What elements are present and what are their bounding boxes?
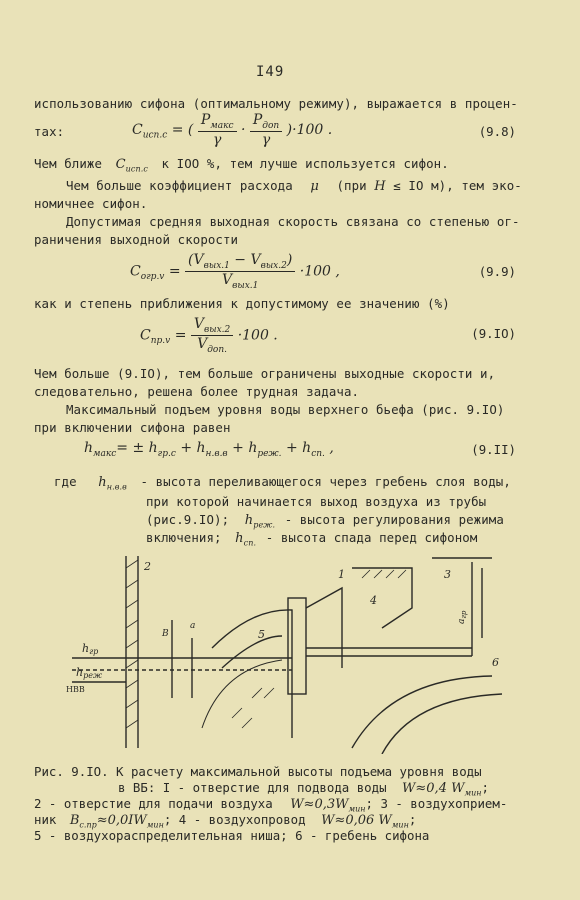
text-line: (рис.9.IO); $h_{реж.}$ - высота регулирования режима (146, 512, 504, 530)
equation-9-8: $C_{исп.с}$ = ( $\frac{P_{макс}}{\gamma}$ · $\frac{P_{доп}}{\gamma}$ )·100 . (132, 112, 333, 148)
text-line: при включении сифона равен (34, 420, 231, 435)
fig-label-6: 6 (492, 656, 499, 669)
figure-caption-line: в ВБ: I - отверстие для подвода воды W≈0,4 $W_{мин}$; (118, 780, 489, 798)
fig-label-4: 4 (370, 594, 377, 607)
text-line: номичнее сифон. (34, 196, 148, 211)
text-line: раничения выходной скорости (34, 232, 239, 247)
page-number: I49 (256, 64, 285, 80)
text-line: тах: (34, 124, 65, 139)
fig-label-hrezh: hреж (76, 666, 103, 680)
text-line: включения; $h_{сп.}$ - высота спада перед сифоном (146, 530, 478, 548)
figure-caption-line: 5 - воздухораспределительная ниша; 6 - гребень сифона (34, 828, 430, 843)
text-line: как и степень приближения к допустимому ее значению (%) (34, 296, 450, 311)
text-line: где $h_{н.в.в}$ - высота переливающегося через гребень слоя воды, (54, 474, 511, 492)
figure-siphon-diagram (52, 548, 512, 754)
equation-number: (9.IO) (471, 326, 516, 341)
text-line: Максимальный подъем уровня воды верхнего бьефа (рис. 9.IO) (66, 402, 505, 417)
text-line: использованию сифона (оптимальному режиму), выражается в процен- (34, 96, 518, 111)
fig-label-hgr: hгр (82, 642, 99, 656)
figure-caption-line: 2 - отверстие для подачи воздуха $W\approx 0,3W_{мин}$; 3 - воздухоприем- (34, 796, 508, 814)
equation-9-9: $C_{огр.v}$ = $\frac{(V_{вых.1} - V_{вых.2})}{V_{вых.1}}$ ·100 , (130, 252, 340, 291)
figure-caption-line: ник $B_{с.пр}\approx 0,0IW_{мин}$; 4 - воздухопровод W≈0,06 $W_{мин}$; (34, 812, 417, 830)
figure-caption-line: Рис. 9.IO. К расчету максимальной высоты подъема уровня воды (34, 764, 482, 779)
equation-number: (9.9) (478, 264, 516, 279)
text-line: при которой начинается выход воздуха из трубы (146, 494, 487, 509)
fig-label-1: 1 (338, 568, 345, 581)
text-line: Чем больше (9.IO), тем больше ограничены выходные скорости и, (34, 366, 496, 381)
fig-label-bv: В (162, 629, 169, 639)
equation-number: (9.II) (471, 442, 516, 457)
text-line: Чем ближе $C_{исп.с}$ к IOO %, тем лучше используется сифон. (34, 156, 449, 174)
text-line: следовательно, решена более трудная задача. (34, 384, 360, 399)
fig-label-5: 5 (258, 628, 265, 641)
fig-label-nvv: НВВ (66, 685, 85, 694)
fig-label-a: a (190, 621, 196, 631)
text-line: Чем больше коэффициент расхода μ (при H ≤ IO м), тем эко- (66, 178, 522, 194)
fig-label-agr: $a_{гр}$ (457, 610, 468, 624)
equation-number: (9.8) (478, 124, 516, 139)
equation-9-11: $h_{макс}= \pm h_{гр.с} + h_{н.в.в} + h_{реж.} + h_{сп.}$ , (84, 440, 334, 459)
fig-label-3: 3 (444, 568, 451, 581)
equation-9-10: $C_{пр.v}$ = $\frac{V_{вых.2}}{V_{доп.}}$ ·100 . (140, 316, 278, 355)
fig-label-2: 2 (144, 560, 151, 573)
text-line: Допустимая средняя выходная скорость связана со степенью ог- (66, 214, 520, 229)
